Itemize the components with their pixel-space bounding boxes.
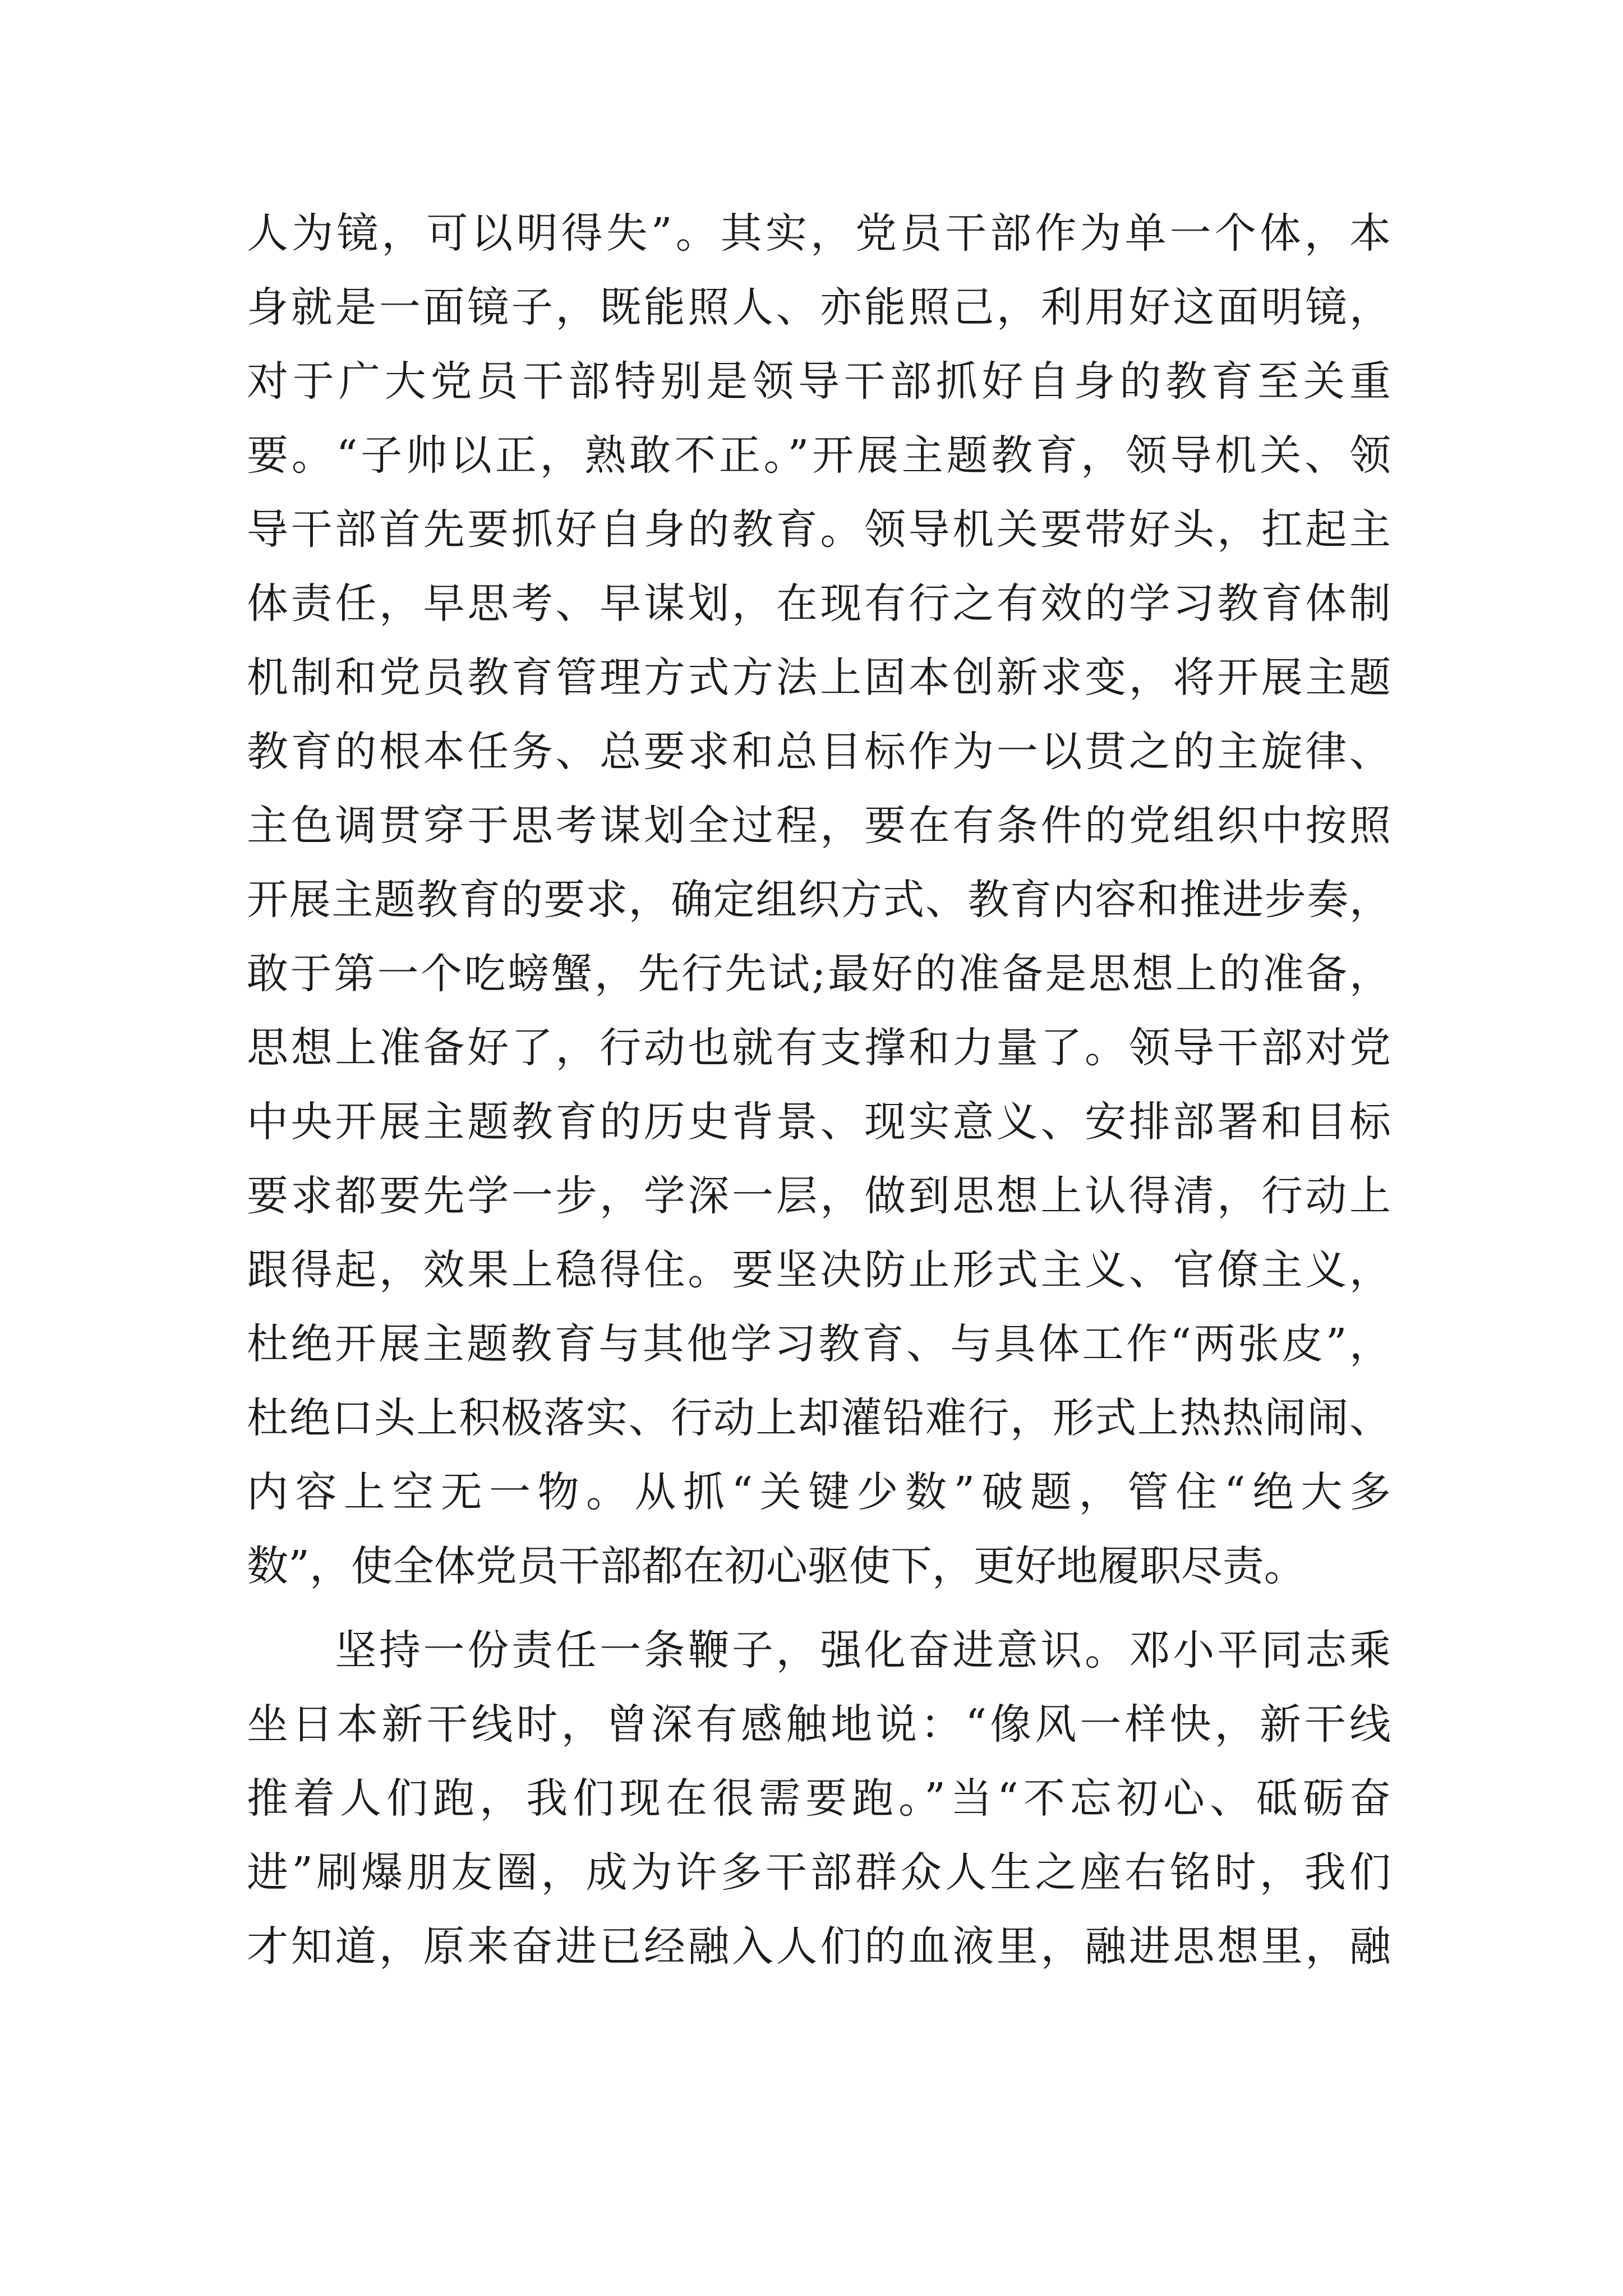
text-line: 开展主题教育的要求，确定组织方式、教育内容和推进步奏， [247, 876, 1391, 924]
text-line: 内容上空无一物。从抓“关键少数”破题，管住“绝大多 [247, 1468, 1391, 1516]
text-line: 坐日本新干线时，曾深有感触地说：“像风一样快，新干线 [247, 1700, 1391, 1749]
paragraph [247, 196, 1391, 1603]
text-line: 要求都要先学一步，学深一层，做到思想上认得清，行动上 [247, 1172, 1391, 1220]
paragraph-spacer [247, 1603, 1391, 1613]
body-text [247, 196, 1391, 1984]
text-line: 对于广大党员干部特别是领导干部抓好自身的教育至关重 [247, 357, 1391, 406]
text-line: 跟得起，效果上稳得住。要坚决防止形式主义、官僚主义， [247, 1246, 1391, 1294]
paragraph [247, 1613, 1391, 1984]
text-line: 人为镜，可以明得失”。其实，党员干部作为单一个体，本 [247, 209, 1391, 257]
text-line: 要。“子帅以正，熟敢不正。”开展主题教育，领导机关、领 [247, 431, 1391, 480]
text-line: 导干部首先要抓好自身的教育。领导机关要带好头，扛起主 [247, 505, 1391, 554]
text-line: 机制和党员教育管理方式方法上固本创新求变，将开展主题 [247, 654, 1391, 702]
text-line: 体责任，早思考、早谋划，在现有行之有效的学习教育体制 [247, 579, 1391, 628]
text-line: 进”刷爆朋友圈，成为许多干部群众人生之座右铭时，我们 [247, 1848, 1391, 1897]
text-line: 身就是一面镜子，既能照人、亦能照己，利用好这面明镜， [247, 283, 1391, 332]
text-line: 坚持一份责任一条鞭子，强化奋进意识。邓小平同志乘 [247, 1626, 1391, 1674]
text-line: 教育的根本任务、总要求和总目标作为一以贯之的主旋律、 [247, 728, 1391, 776]
text-line: 主色调贯穿于思考谋划全过程，要在有条件的党组织中按照 [247, 802, 1391, 850]
text-line: 才知道，原来奋进已经融入人们的血液里，融进思想里，融 [247, 1922, 1391, 1971]
text-line: 推着人们跑，我们现在很需要跑。”当“不忘初心、砥砺奋 [247, 1774, 1391, 1823]
text-line: 敢于第一个吃螃蟹，先行先试;最好的准备是思想上的准备， [247, 950, 1391, 998]
text-line: 思想上准备好了，行动也就有支撑和力量了。领导干部对党 [247, 1024, 1391, 1072]
text-line: 杜绝开展主题教育与其他学习教育、与具体工作“两张皮”， [247, 1320, 1391, 1368]
text-line: 中央开展主题教育的历史背景、现实意义、安排部署和目标 [247, 1098, 1391, 1146]
text-line: 杜绝口头上积极落实、行动上却灌铅难行，形式上热热闹闹、 [247, 1394, 1391, 1442]
text-line: 数”，使全体党员干部都在初心驱使下，更好地履职尽责。 [247, 1542, 1306, 1590]
